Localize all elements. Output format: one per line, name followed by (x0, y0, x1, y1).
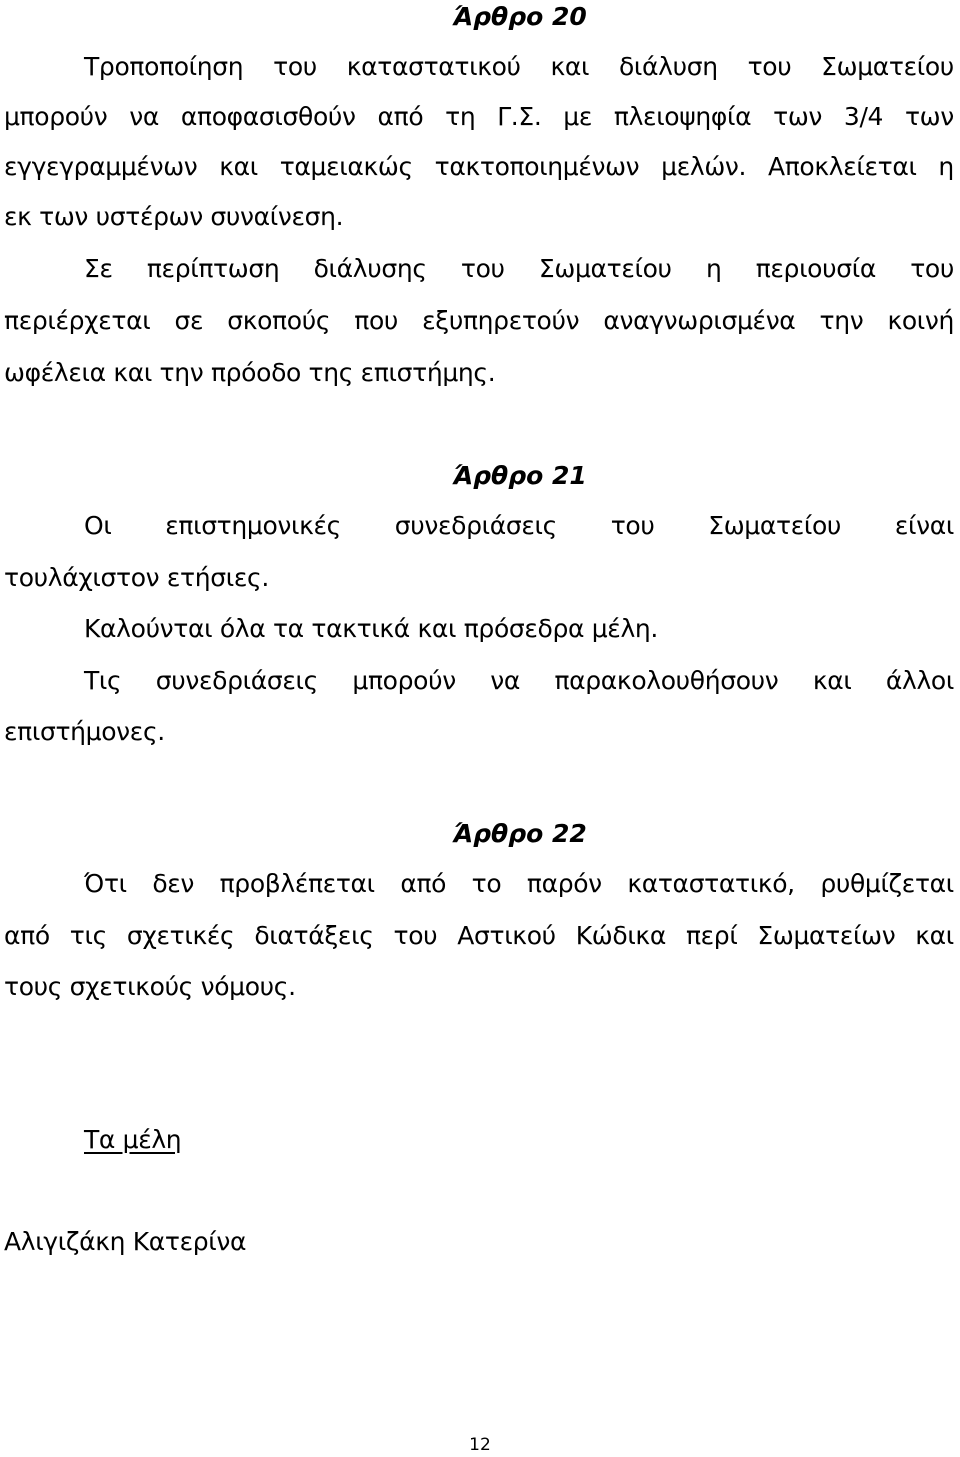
word: από (400, 869, 447, 898)
word: Ότι (84, 869, 127, 898)
word: περιέρχεται (4, 306, 151, 335)
word: με (563, 102, 593, 131)
word: Οι (84, 511, 112, 540)
signature-label-text: Τα μέλη (84, 1125, 182, 1154)
word: και (812, 666, 852, 695)
article-21-line-3: Καλούνται όλα τα τακτικά και πρόσεδρα μέλη. (84, 614, 659, 643)
article-20-line-3 (4, 152, 954, 182)
signature-label (84, 1125, 954, 1155)
word: να (129, 102, 160, 131)
word: διάλυσης (313, 254, 427, 283)
word: Σωματείων (757, 921, 896, 950)
page-number: 12 (469, 1435, 491, 1455)
word: αποφασισθούν (180, 102, 356, 131)
word: Γ.Σ. (497, 102, 542, 131)
word: εγγεγραμμένων (4, 152, 198, 181)
word: ταμειακώς (279, 152, 413, 181)
word: μπορούν (352, 666, 456, 695)
signature-name: Αλιγιζάκη Κατερίνα (4, 1227, 247, 1256)
word: περιουσία (755, 254, 876, 283)
word: την (819, 306, 864, 335)
word: παρόν (526, 869, 602, 898)
word: τακτοποιημένων (434, 152, 640, 181)
word: Σε (84, 254, 113, 283)
word: επιστημονικές (165, 511, 341, 540)
article-20-line-7: ωφέλεια και την πρόοδο της επιστήμης. (4, 358, 496, 387)
article-21-line-5: επιστήμονες. (4, 717, 165, 746)
word: η (705, 254, 722, 283)
article-22-line-1 (84, 869, 954, 899)
word: του (610, 511, 655, 540)
word: των (773, 102, 823, 131)
word: και (915, 921, 954, 950)
word: συνεδριάσεις (155, 666, 318, 695)
word: Τροποποίηση (84, 52, 244, 81)
word: εξυπηρετούν (422, 306, 580, 335)
word: τη (445, 102, 476, 131)
word: από (377, 102, 424, 131)
word: αναγνωρισμένα (603, 306, 796, 335)
word: του (747, 52, 792, 81)
word: 3/4 (843, 102, 884, 131)
word: τις (69, 921, 107, 950)
word: παρακολουθήσουν (554, 666, 779, 695)
word: του (393, 921, 438, 950)
word: να (490, 666, 521, 695)
word: του (273, 52, 317, 81)
article-21-line-4 (84, 666, 954, 696)
word: πλειοψηφία (613, 102, 752, 131)
article-21-line-1 (84, 511, 954, 541)
word: Αποκλείεται (767, 152, 917, 181)
article-22-line-2 (4, 921, 954, 951)
article-21-heading: Άρθρο 21 (453, 461, 587, 490)
word: περίπτωση (146, 254, 280, 283)
article-20-line-5 (84, 254, 954, 284)
word: καταστατικού (346, 52, 521, 81)
word: σκοπούς (227, 306, 331, 335)
word: του (910, 254, 954, 283)
word: μελών. (661, 152, 747, 181)
word: δεν (152, 869, 195, 898)
word: του (460, 254, 505, 283)
word: Τις (84, 666, 122, 695)
article-22-heading: Άρθρο 22 (453, 819, 587, 848)
word: σχετικές (126, 921, 235, 950)
article-20-line-1 (84, 52, 954, 82)
word: καταστατικό, (627, 869, 795, 898)
word: συνεδριάσεις (394, 511, 557, 540)
word: Αστικού (457, 921, 556, 950)
word: περί (685, 921, 738, 950)
article-20-heading: Άρθρο 20 (453, 2, 587, 31)
article-22-line-3: τους σχετικούς νόμους. (4, 972, 296, 1001)
article-20-line-6 (4, 306, 954, 336)
word: Κώδικα (575, 921, 666, 950)
word: προβλέπεται (219, 869, 375, 898)
word: που (354, 306, 399, 335)
article-20-line-2 (4, 102, 954, 132)
word: και (550, 52, 590, 81)
word: άλλοι (885, 666, 954, 695)
word: η (938, 152, 954, 181)
word: ρυθμίζεται (820, 869, 954, 898)
word: Σωματείου (538, 254, 672, 283)
word: το (471, 869, 502, 898)
word: είναι (894, 511, 954, 540)
word: των (904, 102, 954, 131)
article-21-line-2: τουλάχιστον ετήσιες. (4, 563, 269, 592)
article-20-line-4: εκ των υστέρων συναίνεση. (4, 202, 344, 231)
word: και (219, 152, 258, 181)
word: κοινή (887, 306, 954, 335)
word: διάλυση (618, 52, 718, 81)
word: Σωματείου (821, 52, 954, 81)
word: διατάξεις (254, 921, 374, 950)
word: από (4, 921, 50, 950)
word: μπορούν (4, 102, 108, 131)
word: σε (174, 306, 204, 335)
word: Σωματείου (708, 511, 842, 540)
